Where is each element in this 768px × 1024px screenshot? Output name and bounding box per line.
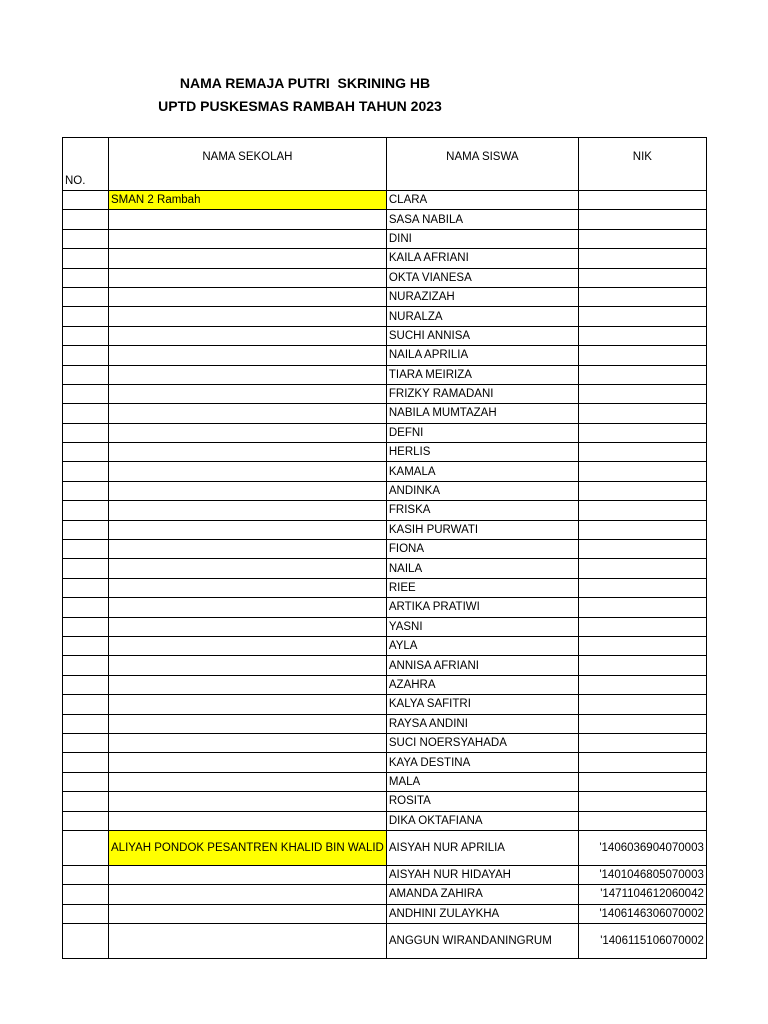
cell-school [109, 617, 387, 636]
cell-student-name: ROSITA [386, 792, 578, 811]
cell-school [109, 753, 387, 772]
table-row [63, 307, 707, 326]
table-row [63, 443, 707, 462]
table-row [63, 346, 707, 365]
cell-school: SMAN 2 Rambah [109, 191, 387, 210]
table-row [63, 559, 707, 578]
cell-no [63, 346, 109, 365]
cell-nik [578, 578, 706, 597]
cell-school: ALIYAH PONDOK PESANTREN KHALID BIN WALID [109, 830, 387, 865]
cell-student-name: AISYAH NUR APRILIA [386, 830, 578, 865]
cell-nik: '1406036904070003 [578, 830, 706, 865]
table-row [63, 268, 707, 287]
table-row [63, 714, 707, 733]
table-row [63, 191, 707, 210]
cell-school [109, 598, 387, 617]
table-row [63, 772, 707, 791]
cell-no [63, 598, 109, 617]
cell-nik [578, 210, 706, 229]
cell-nik [578, 307, 706, 326]
cell-no [63, 753, 109, 772]
table-row [63, 481, 707, 500]
cell-student-name: RIEE [386, 578, 578, 597]
cell-student-name: DEFNI [386, 423, 578, 442]
cell-school [109, 636, 387, 655]
cell-no [63, 191, 109, 210]
cell-student-name: NURALZA [386, 307, 578, 326]
cell-nik [578, 365, 706, 384]
cell-student-name: ANDHINI ZULAYKHA [386, 904, 578, 923]
cell-student-name: DINI [386, 229, 578, 248]
header-student-name: NAMA SISWA [386, 138, 578, 191]
cell-student-name: TIARA MEIRIZA [386, 365, 578, 384]
cell-nik [578, 443, 706, 462]
cell-nik [578, 423, 706, 442]
cell-nik [578, 191, 706, 210]
cell-student-name: NAILA APRILIA [386, 346, 578, 365]
cell-no [63, 714, 109, 733]
cell-no [63, 695, 109, 714]
cell-school [109, 268, 387, 287]
cell-no [63, 307, 109, 326]
table-row [63, 384, 707, 403]
cell-nik: '1406115106070002 [578, 924, 706, 959]
cell-student-name: YASNI [386, 617, 578, 636]
cell-nik [578, 714, 706, 733]
table-row [63, 540, 707, 559]
cell-student-name: ANNISA AFRIANI [386, 656, 578, 675]
cell-no [63, 481, 109, 500]
cell-school [109, 481, 387, 500]
cell-no [63, 229, 109, 248]
table-row [63, 865, 707, 884]
cell-nik [578, 811, 706, 830]
cell-nik: '1406146306070002 [578, 904, 706, 923]
cell-student-name: SUCHI ANNISA [386, 326, 578, 345]
cell-nik [578, 617, 706, 636]
cell-school [109, 811, 387, 830]
cell-nik [578, 598, 706, 617]
header-school: NAMA SEKOLAH [109, 138, 387, 191]
table-row [63, 501, 707, 520]
cell-student-name: DIKA OKTAFIANA [386, 811, 578, 830]
table-row [63, 229, 707, 248]
student-table [62, 137, 707, 959]
cell-nik [578, 656, 706, 675]
cell-nik [578, 346, 706, 365]
table-row [63, 675, 707, 694]
cell-school [109, 924, 387, 959]
table-body [63, 191, 707, 959]
cell-school [109, 365, 387, 384]
table-row [63, 365, 707, 384]
cell-no [63, 924, 109, 959]
table-row [63, 404, 707, 423]
table-row [63, 792, 707, 811]
cell-school [109, 462, 387, 481]
cell-nik: '1401046805070003 [578, 865, 706, 884]
cell-school [109, 423, 387, 442]
cell-no [63, 675, 109, 694]
cell-student-name: MALA [386, 772, 578, 791]
cell-school [109, 287, 387, 306]
table-row [63, 830, 707, 865]
cell-no [63, 287, 109, 306]
cell-nik [578, 772, 706, 791]
cell-school [109, 578, 387, 597]
table-row [63, 656, 707, 675]
cell-student-name: FRISKA [386, 501, 578, 520]
cell-no [63, 462, 109, 481]
cell-no [63, 656, 109, 675]
table-row [63, 462, 707, 481]
cell-nik: '1471104612060042 [578, 885, 706, 904]
cell-no [63, 540, 109, 559]
cell-school [109, 249, 387, 268]
cell-student-name: NURAZIZAH [386, 287, 578, 306]
cell-student-name: AYLA [386, 636, 578, 655]
cell-student-name: FRIZKY RAMADANI [386, 384, 578, 403]
cell-nik [578, 675, 706, 694]
cell-no [63, 885, 109, 904]
table-row [63, 636, 707, 655]
table-row [63, 733, 707, 752]
cell-no [63, 365, 109, 384]
cell-school [109, 540, 387, 559]
cell-student-name: KALYA SAFITRI [386, 695, 578, 714]
cell-school [109, 326, 387, 345]
cell-no [63, 326, 109, 345]
cell-no [63, 268, 109, 287]
cell-student-name: SUCI NOERSYAHADA [386, 733, 578, 752]
table-row [63, 210, 707, 229]
table-row [63, 423, 707, 442]
cell-nik [578, 559, 706, 578]
cell-student-name: OKTA VIANESA [386, 268, 578, 287]
cell-school [109, 772, 387, 791]
table-header-row [63, 138, 707, 191]
cell-student-name: AZAHRA [386, 675, 578, 694]
cell-school [109, 733, 387, 752]
cell-no [63, 811, 109, 830]
cell-student-name: AISYAH NUR HIDAYAH [386, 865, 578, 884]
table-row [63, 695, 707, 714]
cell-no [63, 443, 109, 462]
cell-school [109, 307, 387, 326]
cell-nik [578, 753, 706, 772]
cell-school [109, 865, 387, 884]
cell-student-name: KAILA AFRIANI [386, 249, 578, 268]
cell-school [109, 656, 387, 675]
table-row [63, 598, 707, 617]
cell-no [63, 501, 109, 520]
cell-nik [578, 229, 706, 248]
header-nik: NIK [578, 138, 706, 191]
cell-nik [578, 520, 706, 539]
cell-student-name: ARTIKA PRATIWI [386, 598, 578, 617]
cell-school [109, 501, 387, 520]
cell-student-name: CLARA [386, 191, 578, 210]
cell-school [109, 885, 387, 904]
cell-no [63, 636, 109, 655]
cell-no [63, 578, 109, 597]
cell-nik [578, 540, 706, 559]
cell-no [63, 404, 109, 423]
cell-school [109, 695, 387, 714]
cell-student-name: KASIH PURWATI [386, 520, 578, 539]
cell-nik [578, 287, 706, 306]
cell-school [109, 904, 387, 923]
cell-nik [578, 404, 706, 423]
table-row [63, 904, 707, 923]
cell-nik [578, 695, 706, 714]
cell-school [109, 675, 387, 694]
cell-student-name: KAMALA [386, 462, 578, 481]
table-row [63, 326, 707, 345]
cell-nik [578, 326, 706, 345]
cell-school [109, 346, 387, 365]
cell-no [63, 249, 109, 268]
cell-nik [578, 249, 706, 268]
cell-student-name: ANDINKA [386, 481, 578, 500]
table-row [63, 578, 707, 597]
cell-no [63, 210, 109, 229]
cell-nik [578, 268, 706, 287]
cell-no [63, 423, 109, 442]
cell-school [109, 210, 387, 229]
table-row [63, 617, 707, 636]
cell-no [63, 384, 109, 403]
cell-school [109, 229, 387, 248]
cell-student-name: NAILA [386, 559, 578, 578]
cell-no [63, 792, 109, 811]
cell-no [63, 830, 109, 865]
table-row [63, 811, 707, 830]
table-row [63, 249, 707, 268]
cell-no [63, 520, 109, 539]
cell-student-name: AMANDA ZAHIRA [386, 885, 578, 904]
table-row [63, 885, 707, 904]
document-title-line-2: UPTD PUSKESMAS RAMBAH TAHUN 2023 [158, 98, 442, 114]
table-row [63, 287, 707, 306]
table-row [63, 520, 707, 539]
cell-no [63, 733, 109, 752]
cell-no [63, 865, 109, 884]
cell-nik [578, 636, 706, 655]
document-title-line-1: NAMA REMAJA PUTRI SKRINING HB [179, 75, 431, 91]
cell-nik [578, 501, 706, 520]
cell-no [63, 559, 109, 578]
cell-student-name: NABILA MUMTAZAH [386, 404, 578, 423]
cell-nik [578, 792, 706, 811]
cell-nik [578, 733, 706, 752]
cell-school [109, 443, 387, 462]
cell-no [63, 772, 109, 791]
cell-nik [578, 384, 706, 403]
cell-student-name: RAYSA ANDINI [386, 714, 578, 733]
cell-school [109, 520, 387, 539]
cell-nik [578, 481, 706, 500]
cell-nik [578, 462, 706, 481]
cell-student-name: ANGGUN WIRANDANINGRUM [386, 924, 578, 959]
cell-student-name: HERLIS [386, 443, 578, 462]
cell-student-name: KAYA DESTINA [386, 753, 578, 772]
cell-no [63, 904, 109, 923]
cell-school [109, 384, 387, 403]
cell-school [109, 404, 387, 423]
cell-student-name: SASA NABILA [386, 210, 578, 229]
table-row [63, 924, 707, 959]
cell-student-name: FIONA [386, 540, 578, 559]
cell-school [109, 792, 387, 811]
table-row [63, 753, 707, 772]
cell-school [109, 714, 387, 733]
cell-school [109, 559, 387, 578]
cell-no [63, 617, 109, 636]
header-no: NO. [63, 138, 109, 191]
